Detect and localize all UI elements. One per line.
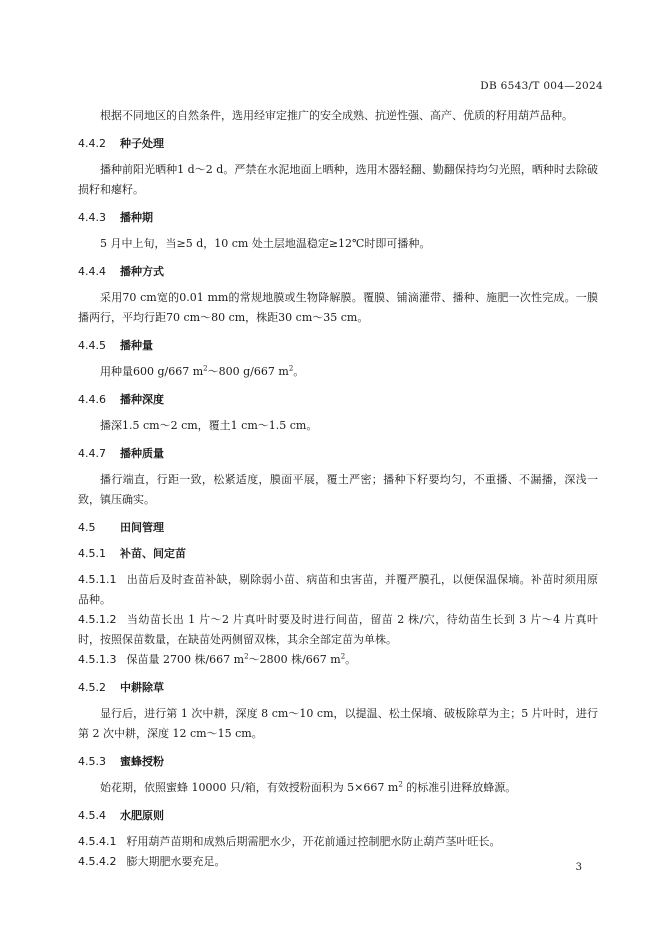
section-heading-4-5-1 [78, 544, 598, 564]
section-heading-4-5-4 [78, 806, 598, 826]
clause-text: 膨大期肥水要充足。 [126, 855, 226, 868]
clause-item [78, 832, 598, 852]
section-number: 4.5.3 [78, 755, 106, 768]
section-number: 4.4.5 [78, 339, 106, 352]
section-paragraph: 播种前阳光晒种1 d～2 d。严禁在水泥地面上晒种，选用木器轻翻、勤翻保持均匀光照，晒种时去除破损籽和瘪籽。 [78, 163, 598, 196]
section-heading-4-4-2 [78, 134, 598, 154]
section-heading-4-4-4 [78, 262, 598, 282]
section-title: 播种深度 [120, 393, 164, 406]
section-paragraph: 采用70 cm宽的0.01 mm的常规地膜或生物降解膜。覆膜、铺滴灌带、播种、施肥一次性完成。一膜播两行，平均行距70 cm～80 cm，株距30 cm～35 cm。 [78, 291, 598, 324]
clause-item [78, 650, 598, 670]
section-title: 种子处理 [120, 137, 164, 150]
text-fragment: 的标准引进释放蜂源。 [402, 781, 517, 794]
superscript: 2 [203, 364, 208, 373]
section-number: 4.4.3 [78, 211, 106, 224]
section-heading-4-4-7 [78, 444, 598, 464]
section-paragraph: 显行后，进行第 1 次中耕，深度 8 cm～10 cm，以提温、松土保墒、破板除草为主；5 片叶时，进行第 2 次中耕，深度 12 cm～15 cm。 [78, 707, 598, 740]
page-number: 3 [575, 862, 582, 873]
section-number: 4.4.6 [78, 393, 106, 406]
clause-number: 4.5.1.1 [78, 573, 117, 586]
text-fragment: 始花期，依照蜜蜂 10000 只/箱，有效授粉面积为 5×667 m [100, 781, 399, 794]
section-title: 水肥原则 [120, 809, 164, 822]
text-fragment: 。 [293, 365, 305, 378]
section-heading-4-5-2 [78, 678, 598, 698]
superscript: 2 [244, 652, 249, 661]
section-paragraph [78, 362, 598, 382]
text-fragment: 。 [345, 653, 357, 666]
section-title: 中耕除草 [120, 681, 164, 694]
section-number: 4.4.2 [78, 137, 106, 150]
superscript: 2 [398, 780, 403, 789]
section-paragraph [78, 778, 598, 798]
text-fragment: ～2800 株/667 m [248, 653, 341, 666]
section-title: 蜜蜂授粉 [120, 755, 164, 768]
section-paragraph: 播行端直，行距一致，松紧适度，膜面平展，覆土严密；播种下籽要均匀，不重播、不漏播，深浅一致，镇压确实。 [78, 473, 598, 506]
section-number: 4.5.4 [78, 809, 106, 822]
intro-paragraph: 根据不同地区的自然条件，选用经审定推广的安全成熟、抗逆性强、高产、优质的籽用葫芦品种。 [100, 109, 573, 122]
section-title: 播种质量 [120, 447, 164, 460]
section-title: 田间管理 [120, 521, 164, 534]
clause-number: 4.5.4.1 [78, 835, 117, 848]
section-number: 4.5 [78, 521, 96, 534]
clause-number: 4.5.1.2 [78, 613, 117, 626]
section-heading-4-4-6 [78, 390, 598, 410]
section-paragraph: 5 月中上旬，当≥5 d，10 cm 处土层地温稳定≥12℃时即可播种。 [100, 237, 431, 250]
section-title: 播种期 [120, 211, 153, 224]
section-heading-4-4-3 [78, 208, 598, 228]
clause-item [78, 852, 598, 872]
text-fragment: 用种量600 g/667 m [100, 365, 204, 378]
clause-number: 4.5.1.3 [78, 653, 117, 666]
text-fragment: 保苗量 2700 株/667 m [126, 653, 245, 666]
section-number: 4.5.2 [78, 681, 106, 694]
superscript: 2 [288, 364, 294, 373]
section-number: 4.4.7 [78, 447, 106, 460]
clause-text: 出苗后及时查苗补缺，剔除弱小苗、病苗和虫害苗，并覆严膜孔，以便保温保墒。补苗时须用原品种。 [78, 573, 598, 606]
clause-text: 当幼苗长出 1 片～2 片真叶时要及时进行间苗，留苗 2 株/穴，待幼苗生长到 3 片～4 片真叶时，按照保苗数量，在缺苗处两侧留双株，其余全部定苗为单株。 [78, 613, 598, 646]
section-heading-4-4-5 [78, 336, 598, 356]
section-number: 4.5.1 [78, 547, 106, 560]
superscript: 2 [340, 652, 346, 661]
section-title: 补苗、间定苗 [120, 547, 186, 560]
document-body [78, 106, 598, 872]
text-fragment: ～800 g/667 m [207, 365, 289, 378]
clause-text: 籽用葫芦苗期和成熟后期需肥水少，开花前通过控制肥水防止葫芦茎叶旺长。 [126, 835, 501, 848]
section-heading-4-5 [78, 518, 598, 538]
document-code: DB 6543/T 004—2024 [480, 80, 603, 92]
section-heading-4-5-3 [78, 752, 598, 772]
clause-item [78, 570, 598, 610]
clause-number: 4.5.4.2 [78, 855, 117, 868]
section-title: 播种量 [120, 339, 153, 352]
section-number: 4.4.4 [78, 265, 106, 278]
section-title: 播种方式 [120, 265, 164, 278]
section-paragraph: 播深1.5 cm～2 cm，覆土1 cm～1.5 cm。 [100, 419, 318, 432]
clause-item [78, 610, 598, 650]
